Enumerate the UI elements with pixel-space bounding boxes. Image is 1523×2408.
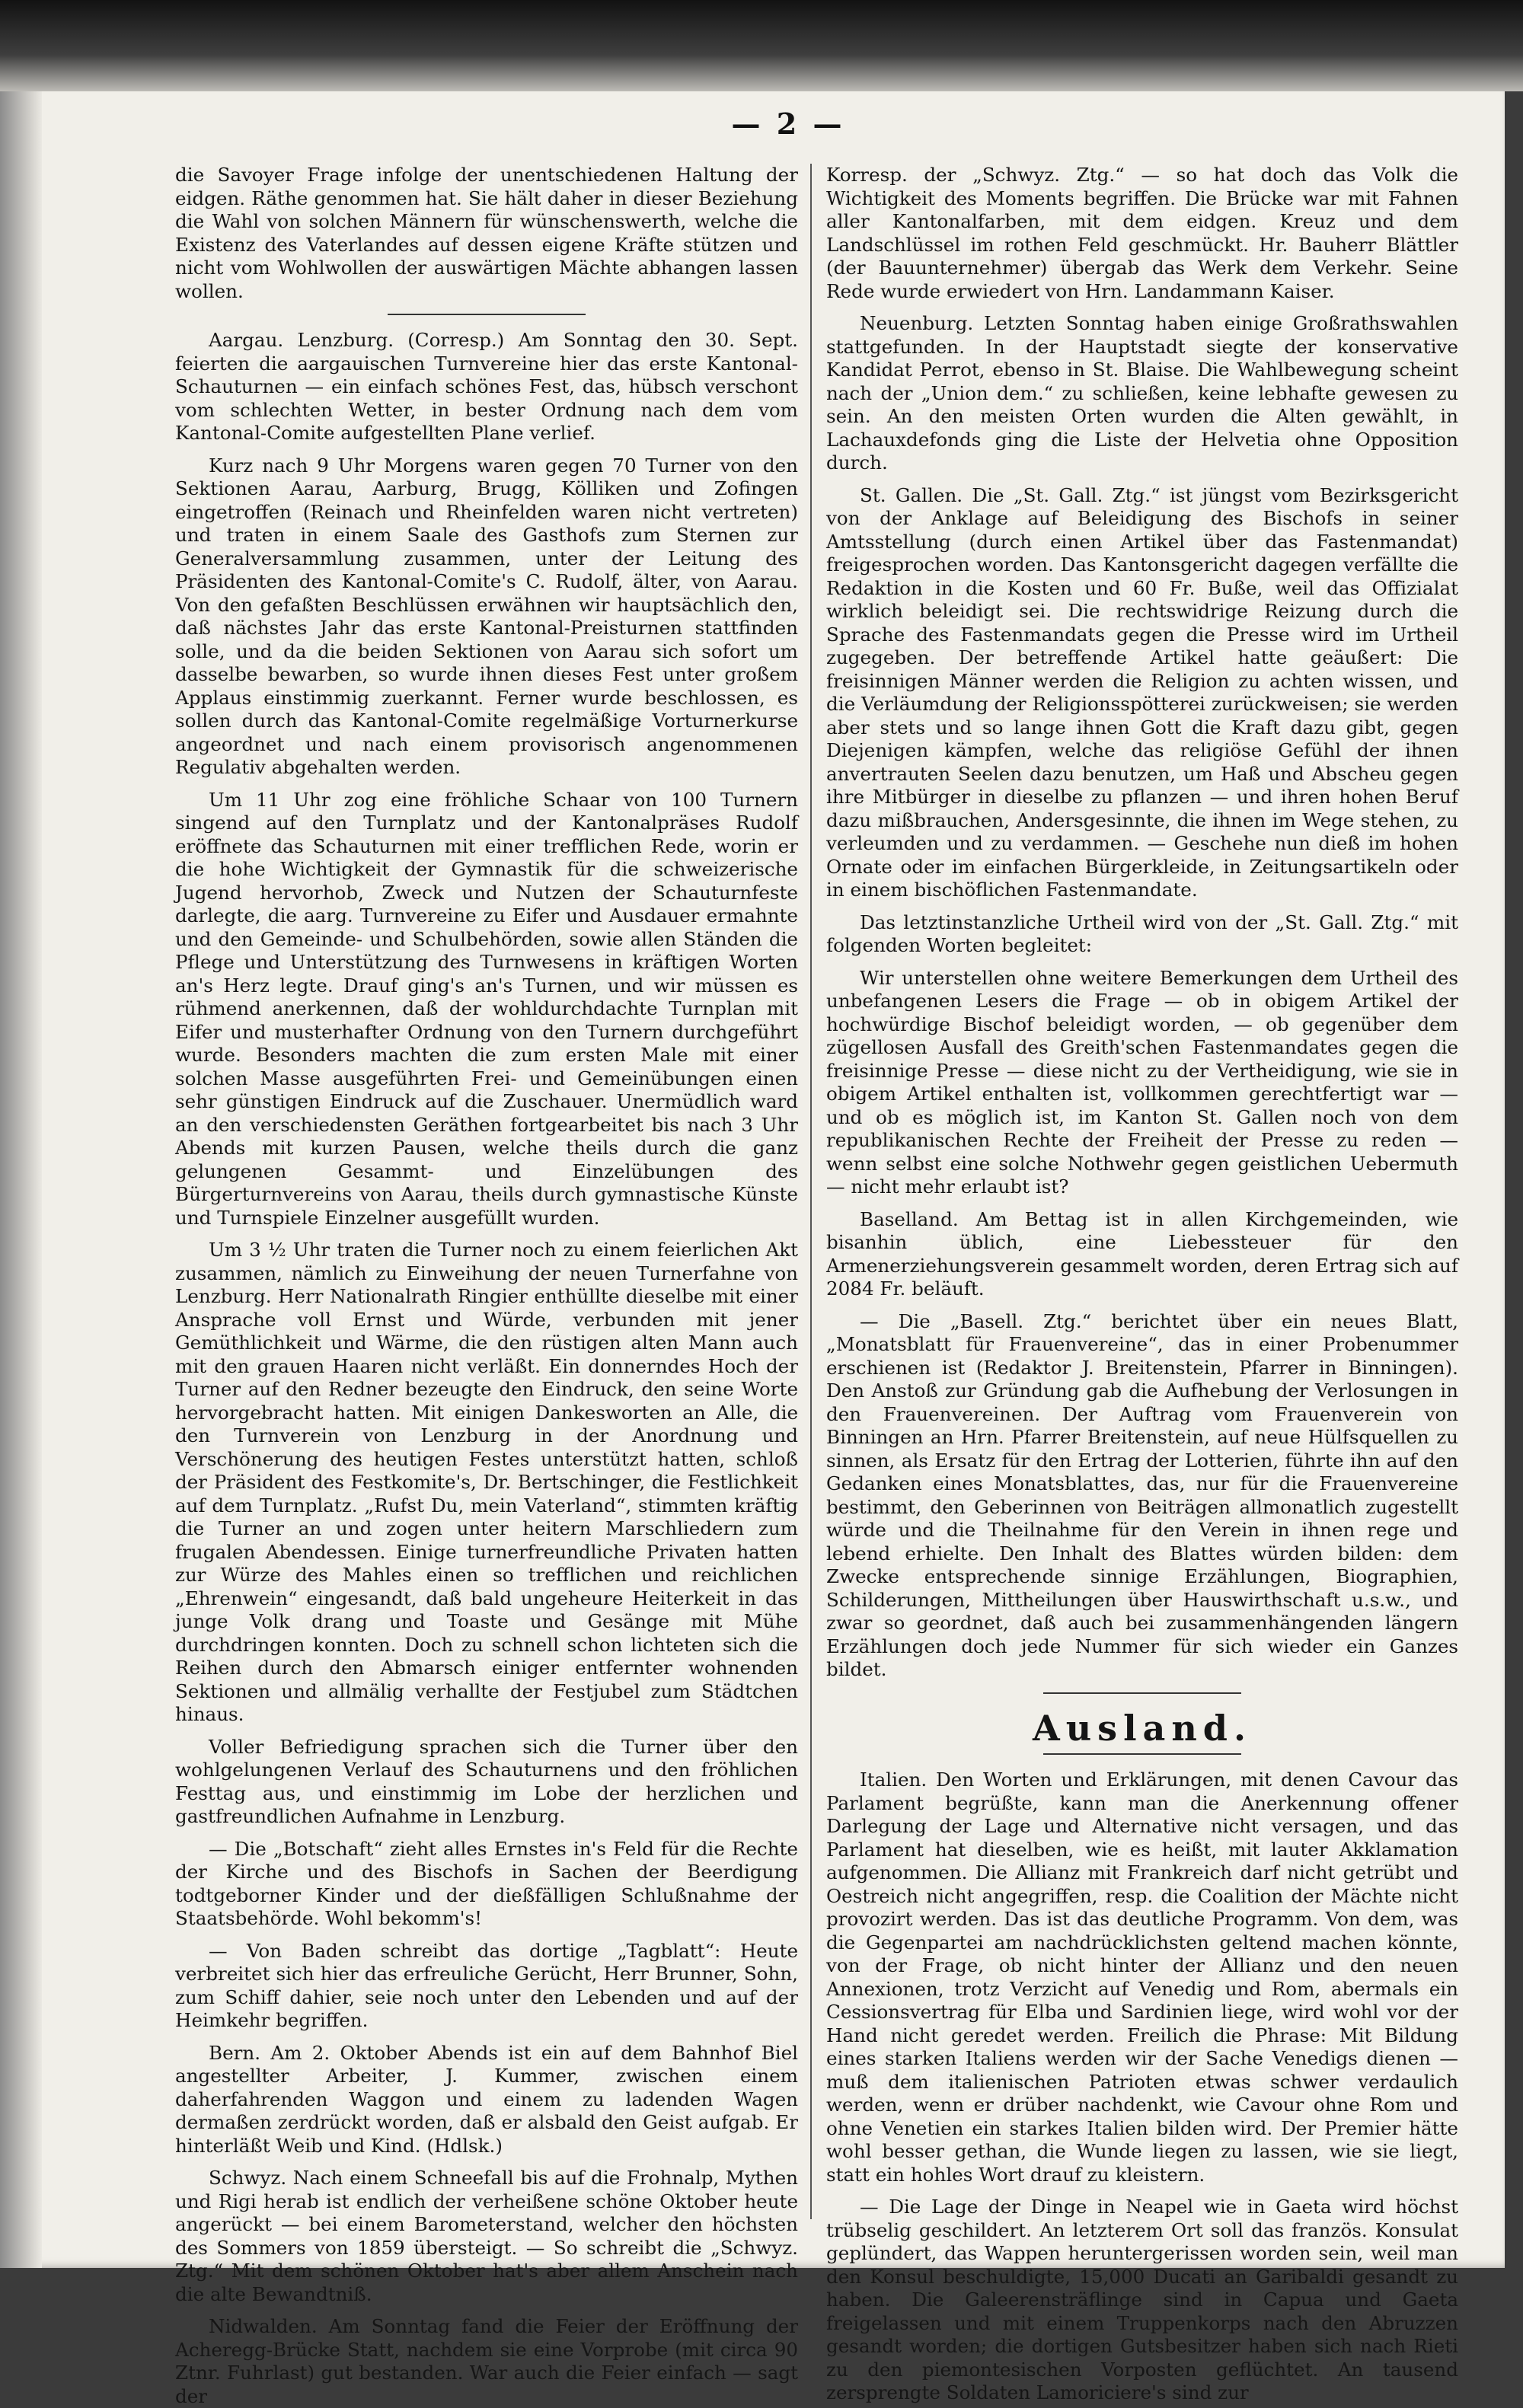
page-number: — 2 —	[731, 107, 845, 141]
section-separator	[1043, 1753, 1241, 1755]
article-paragraph: Um 11 Uhr zog eine fröhliche Schaar von 100 Turnern singend auf den Turnplatz und der Kantonalpräses Rudolf eröffnete das Schauturnen mit einer trefflichen Rede, worin er die hohe Wichtigkeit der Gymnastik für die schweizerische Jugend hervorhob, Zweck und Nutzen der Schauturnfeste darlegte, die aarg. Turnvereine zu Eifer und Ausdauer ermahnte und den Gemeinde- und Schulbehörden, sowie allen Ständen die Pflege und Unterstützung des Turnwesens in kräftigen Worten an's Herz legte. Drauf ging's an's Turnen, und wir müssen es rühmend anerkennen, daß der wohldurchdachte Turnplan mit Eifer und musterhafter Ordnung von den Turnern durchgeführt wurde. Besonders machten die zum ersten Male mit einer solchen Masse ausgeführten Frei- und Gemeinübungen einen sehr günstigen Eindruck auf die Zuschauer. Unermüdlich ward an den verschiedensten Geräthen fortgearbeitet bis nach 3 Uhr Abends mit kurzen Pausen, welche theils durch die ganz gelungenen Gesammt- und Einzelübungen des Bürgerturnvereins von Aarau, theils durch gymnastische Künste und Turnspiele Einzelner ausgefüllt wurden.	[175, 788, 798, 1229]
scan-top-edge	[0, 0, 1523, 91]
article-separator	[388, 314, 586, 315]
article-paragraph: Baselland. Am Bettag ist in allen Kirchgemeinden, wie bisanhin üblich, eine Liebessteuer für den Armenerziehungsverein gesammelt worden, deren Ertrag sich auf 2084 Fr. beläuft.	[826, 1207, 1458, 1300]
left-column	[175, 164, 798, 2407]
article-paragraph: Neuenburg. Letzten Sonntag haben einige Großrathswahlen stattgefunden. In der Hauptstadt siegte der konservative Kandidat Perrot, ebenso in St. Blaise. Die Wahlbewegung scheint nach der „Union dem.“ zu schließen, keine lebhafte gewesen zu sein. An den meisten Orten wurden die Alten gewählt, in Lachauxdefonds ging die Liste der Helvetia ohne Opposition durch.	[826, 312, 1458, 474]
article-paragraph: Nidwalden. Am Sonntag fand die Feier der Eröffnung der Acheregg-Brücke Statt, nachdem sie eine Vorprobe (mit circa 90 Ztnr. Fuhrlast) gut bestanden. War auch die Feier einfach — sagt der	[175, 2315, 798, 2407]
article-paragraph: Italien. Den Worten und Erklärungen, mit denen Cavour das Parlament begrüßte, kann man die Anerkennung offener Darlegung der Lage und Alternative nicht versagen, und das Parlament hat dieselben, wie es heißt, mit lauter Akklamation aufgenommen. Die Allianz mit Frankreich darf nicht getrübt und Oestreich nicht angegriffen, resp. die Coalition der Mächte nicht provozirt werden. Das ist das deutliche Programm. Von dem, was die Gegenpartei am nachdrücklichsten geltend machen könnte, von der Frage, ob nicht hinter der Allianz und den neuen Annexionen, trotz Verzicht auf Venedig und Rom, abermals ein Cessionsvertrag für Elba und Sardinien liege, wird wohl vor der Hand nicht geredet werden. Freilich die Phrase: Mit Bildung eines starken Italiens werden wir der Sache Venedigs dienen — muß dem italienischen Patrioten etwas schwer verdaulich werden, wenn er drüber nachdenkt, wie Cavour ohne Rom und ohne Venetien ein starkes Italien bilden wird. Der Premier hätte wohl besser gethan, die Wunde liegen zu lassen, wie sie liegt, statt ein hohles Wort drauf zu kleistern.	[826, 1769, 1458, 2186]
article-paragraph: St. Gallen. Die „St. Gall. Ztg.“ ist jüngst vom Bezirksgericht von der Anklage auf Beleidigung des Bischofs in seiner Amtsstellung (durch einen Artikel über das Fastenmandat) freigesprochen worden. Das Kantonsgericht dagegen verfällte die Redaktion in die Kosten und 60 Fr. Buße, weil das Offizialat wirklich beleidigt sei. Die rechtswidrige Reizung durch die Sprache des Fastenmandats gegen die Presse wird im Urtheil zugegeben. Der betreffende Artikel hatte geäußert: Die freisinnigen Männer werden die Religion zu achten wissen, und die Verläumdung der Religionsspötterei zurückweisen; sie werden aber stets und so lange ihnen Gott die Kraft dazu gibt, gegen Diejenigen kämpfen, welche das religiöse Gefühl der ihnen anvertrauten Seelen dazu benutzen, um Haß und Abscheu gegen ihre Mitbürger in dieselbe zu pflanzen — und ihren hohen Beruf dazu mißbrauchen, Andersgesinnte, die ihnen im Wege stehen, zu verleumden und zu verdammen. — Geschehe nun dieß im hohen Ornate oder im einfachen Bürgerkleide, in Zeitungsartikeln oder in einem bischöflichen Fastenmandate.	[826, 483, 1458, 901]
article-paragraph: Korresp. der „Schwyz. Ztg.“ — so hat doch das Volk die Wichtigkeit des Moments begriffen. Die Brücke war mit Fahnen aller Kantonalfarben, mit dem eidgen. Kreuz und dem Landschlüssel im rothen Feld geschmückt. Hr. Bauherr Blättler (der Bauunternehmer) übergab das Werk dem Verkehr. Seine Rede wurde erwiedert von Hrn. Landammann Kaiser.	[826, 164, 1458, 302]
column-rule	[810, 164, 812, 2219]
article-paragraph: Schwyz. Nach einem Schneefall bis auf die Frohnalp, Mythen und Rigi herab ist endlich der verheißene schöne Oktober heute angerückt — bei einem Barometerstand, welcher den höchsten des Sommers von 1859 übersteigt. — So schreibt die „Schwyz. Ztg.“ Mit dem schönen Oktober hat's aber allem Anschein nach die alte Bewandtniß.	[175, 2167, 798, 2305]
article-paragraph: Kurz nach 9 Uhr Morgens waren gegen 70 Turner von den Sektionen Aarau, Aarburg, Brugg, Kölliken und Zofingen eingetroffen (Reinach und Rheinfelden waren nicht vertreten) und traten in einem Saale des Gasthofs zum Sternen zur Generalversammlung zusammen, unter der Leitung des Präsidenten des Kantonal-Comite's C. Rudolf, älter, von Aarau. Von den gefaßten Beschlüssen erwähnen wir hauptsächlich den, daß nächstes Jahr das erste Kantonal-Preisturnen stattfinden solle, und da die beiden Sektionen von Aarau sich sofort um dasselbe bewarben, so wurde ihnen dieses Fest unter großem Applaus einstimmig zuerkannt. Ferner wurde beschlossen, es sollen durch das Kantonal-Comite regelmäßige Vorturnerkurse angeordnet und nach einem provisorisch angenommenen Regulativ abgehalten werden.	[175, 454, 798, 778]
article-paragraph: Um 3 ½ Uhr traten die Turner noch zu einem feierlichen Akt zusammen, nämlich zu Einweihung der neuen Turnerfahne von Lenzburg. Herr Nationalrath Ringier enthüllte dieselbe mit einer Ansprache voll Ernst und Würde, verbunden mit jener Gemüthlichkeit und Wärme, die den rüstigen alten Mann auch mit den grauen Haaren nicht verläßt. Ein donnerndes Hoch der Turner auf den Redner bezeugte den Eindruck, den seine Worte hervorgebracht hatten. Mit einigen Dankesworten an Alle, die den Turnverein von Lenzburg in der Anordnung und Verschönerung des heutigen Festes unterstützt hatten, schloß der Präsident des Festkomite's, Dr. Bertschinger, die Festlichkeit auf dem Turnplatz. „Rufst Du, mein Vaterland“, stimmten kräftig die Turner an und zogen unter heitern Marschliedern zum frugalen Abendessen. Einige turnerfreundliche Privaten hatten zur Würze des Mahles einen so trefflichen und reichlichen „Ehrenwein“ eingesandt, daß bald ungeheure Heiterkeit in das junge Volk drang und Toaste und Gesänge mit Mühe durchdringen konnten. Doch zu schnell schon lichteten sich die Reihen durch den Abmarsch einiger entfernter wohnenden Sektionen und allmälig verhallte der Festjubel zum Städtchen hinaus.	[175, 1239, 798, 1725]
scan-binding-edge	[0, 91, 42, 2268]
article-paragraph: — Von Baden schreibt das dortige „Tagblatt“: Heute verbreitet sich hier das erfreuliche Gerücht, Herr Brunner, Sohn, zum Schiff dahier, seie noch unter den Lebenden und auf der Heimkehr begriffen.	[175, 1939, 798, 2031]
article-paragraph: — Die „Basell. Ztg.“ berichtet über ein neues Blatt, „Monatsblatt für Frauenvereine“, das in einer Probenummer erschienen ist (Redaktor J. Breitenstein, Pfarrer in Binningen). Den Anstoß zur Gründung gab die Aufhebung der Verlosungen in den Frauenvereinen. Der Auftrag vom Frauenverein von Binningen an Hrn. Pfarrer Breitenstein, auf neue Hülfsquellen zu sinnen, als Ersatz für den Ertrag der Lotterien, führte ihn auf den Gedanken eines Monatsblattes, das, nur für die Frauenvereine bestimmt, den Geberinnen von Beiträgen allmonatlich zugestellt würde und die Theilnahme für den Verein in ihnen rege und lebend erhielte. Den Inhalt des Blattes würden bilden: dem Zwecke entsprechende sinnige Erzählungen, Biographien, Schilderungen, Mittheilungen über Hauswirthschaft u.s.w., und zwar so geordnet, daß auch bei zusammenhängenden längern Erzählungen doch jede Nummer für sich wieder ein Ganzes bildet.	[826, 1309, 1458, 1680]
article-paragraph: Voller Befriedigung sprachen sich die Turner über den wohlgelungenen Verlauf des Schauturnens und den fröhlichen Festtag aus, und einstimmig im Lobe der herzlichen und gastfreundlichen Aufnahme in Lenzburg.	[175, 1735, 798, 1827]
page-header	[84, 107, 1493, 152]
section-title: Ausland.	[1033, 1707, 1252, 1749]
article-paragraph: die Savoyer Frage infolge der unentschiedenen Haltung der eidgen. Räthe genommen hat. Sie hält daher in dieser Beziehung die Wahl von solchen Männern für wünschenswerth, welche die Existenz des Vaterlandes auf dessen eigene Kräfte stützen und nicht vom Wohlwollen der auswärtigen Mächte abhangen lassen wollen.	[175, 164, 798, 302]
article-paragraph: — Die Lage der Dinge in Neapel wie in Gaeta wird höchst trübselig geschildert. An letzterem Ort soll das französ. Konsulat geplündert, das Wappen heruntergerissen worden sein, weil man den Konsul beschuldigte, 15,000 Ducati an Garibaldi gesandt zu haben. Die Galeerensträflinge sind in Capua und Gaeta freigelassen und mit einem Truppenkorps nach den Abruzzen gesandt worden; die dortigen Gutsbesitzer haben sich nach Rieti zu den piemontesischen Vorposten geflüchtet. An tausend zersprengte Soldaten Lamoriciere's sind zur	[826, 2196, 1458, 2403]
article-paragraph: Das letztinstanzliche Urtheil wird von der „St. Gall. Ztg.“ mit folgenden Worten begleitet:	[826, 911, 1458, 956]
article-paragraph: Bern. Am 2. Oktober Abends ist ein auf dem Bahnhof Biel angestellter Arbeiter, J. Kummer, zwischen einem daherfahrenden Waggon und einem zu ladenden Wagen dermaßen zerdrückt worden, daß er alsbald den Geist aufgab. Er hinterläßt Weib und Kind. (Hdlsk.)	[175, 2041, 798, 2157]
right-column	[826, 164, 1458, 2403]
section-separator	[1043, 1692, 1241, 1694]
article-paragraph: Wir unterstellen ohne weitere Bemerkungen dem Urtheil des unbefangenen Lesers die Frage — ob in obigem Artikel der hochwürdige Bischof beleidigt worden, — ob gegenüber dem zügellosen Ausfall des Greith'schen Fastenmandates gegen die freisinnige Presse — diese nicht zu der Vertheidigung, wie sie in obigem Artikel enthalten ist, vollkommen gerechtfertigt war — und ob es möglich ist, im Kanton St. Gallen noch von dem republikanischen Rechte der Freiheit der Presse zu reden — wenn selbst eine solche Nothwehr gegen geistlichen Uebermuth — nicht mehr erlaubt ist?	[826, 966, 1458, 1198]
article-paragraph: — Die „Botschaft“ zieht alles Ernstes in's Feld für die Rechte der Kirche und des Bischofs in Sachen der Beerdigung todtgeborner Kinder und der dießfälligen Schlußnahme der Staatsbehörde. Wohl bekomm's!	[175, 1837, 798, 1929]
article-paragraph: Aargau. Lenzburg. (Corresp.) Am Sonntag den 30. Sept. feierten die aargauischen Turnvereine hier das erste Kantonal-Schauturnen — ein einfach schönes Fest, das, hübsch verschont vom schlechten Wetter, in bester Ordnung nach dem vom Kantonal-Comite aufgestellten Plane verlief.	[175, 329, 798, 444]
